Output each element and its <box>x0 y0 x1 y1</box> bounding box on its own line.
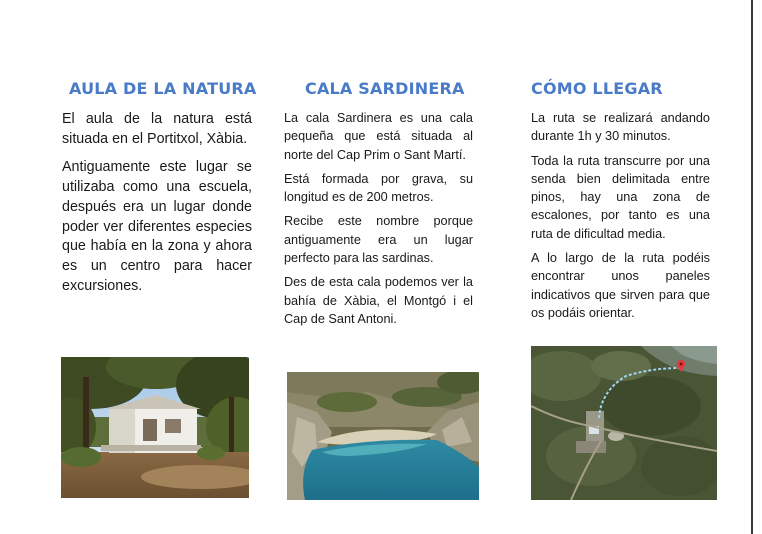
column-body <box>62 110 252 296</box>
column-title: CALA SARDINERA <box>305 79 465 98</box>
photo-route-satellite-map <box>531 346 717 500</box>
paragraph: Recibe este nombre porque antiguamente era un lugar perfecto para las sardinas. <box>284 214 473 266</box>
paragraph: La ruta se realizará andando durante 1h y 30 minutos. <box>531 111 710 144</box>
paragraph: El aula de la natura está situada en el Portitxol, Xàbia. <box>62 111 252 147</box>
photo-cala-sardinera-cove <box>287 372 479 500</box>
paragraph: A lo largo de la ruta podéis encontrar unos paneles indicativos que sirven para que os podáis orientar. <box>531 251 710 320</box>
paragraph: La cala Sardinera es una cala pequeña que está situada al norte del Cap Prim o Sant Martí. <box>284 111 473 162</box>
photo-nature-school-building <box>61 357 249 498</box>
column-body <box>531 109 710 322</box>
paragraph: Está formada por grava, su longitud es de 200 metros. <box>284 171 473 205</box>
paragraph: Toda la ruta transcurre por una senda bien delimitada entre pinos, hay una zona de escalones, por tanto es una ruta de dificultad media. <box>531 153 710 241</box>
paragraph: Antiguamente este lugar se utilizaba como una escuela, después era un lugar donde poder ver diferentes especies que había en la zona y ahora es un centro para hacer excursiones. <box>62 159 252 294</box>
column-body <box>284 109 473 328</box>
column-title: CÓMO LLEGAR <box>531 79 663 98</box>
column-title: AULA DE LA NATURA <box>69 79 257 98</box>
page-edge-border <box>751 0 762 534</box>
paragraph: Des de esta cala podemos ver la bahía de Xàbia, el Montgó i el Cap de Sant Antoni. <box>284 275 473 326</box>
